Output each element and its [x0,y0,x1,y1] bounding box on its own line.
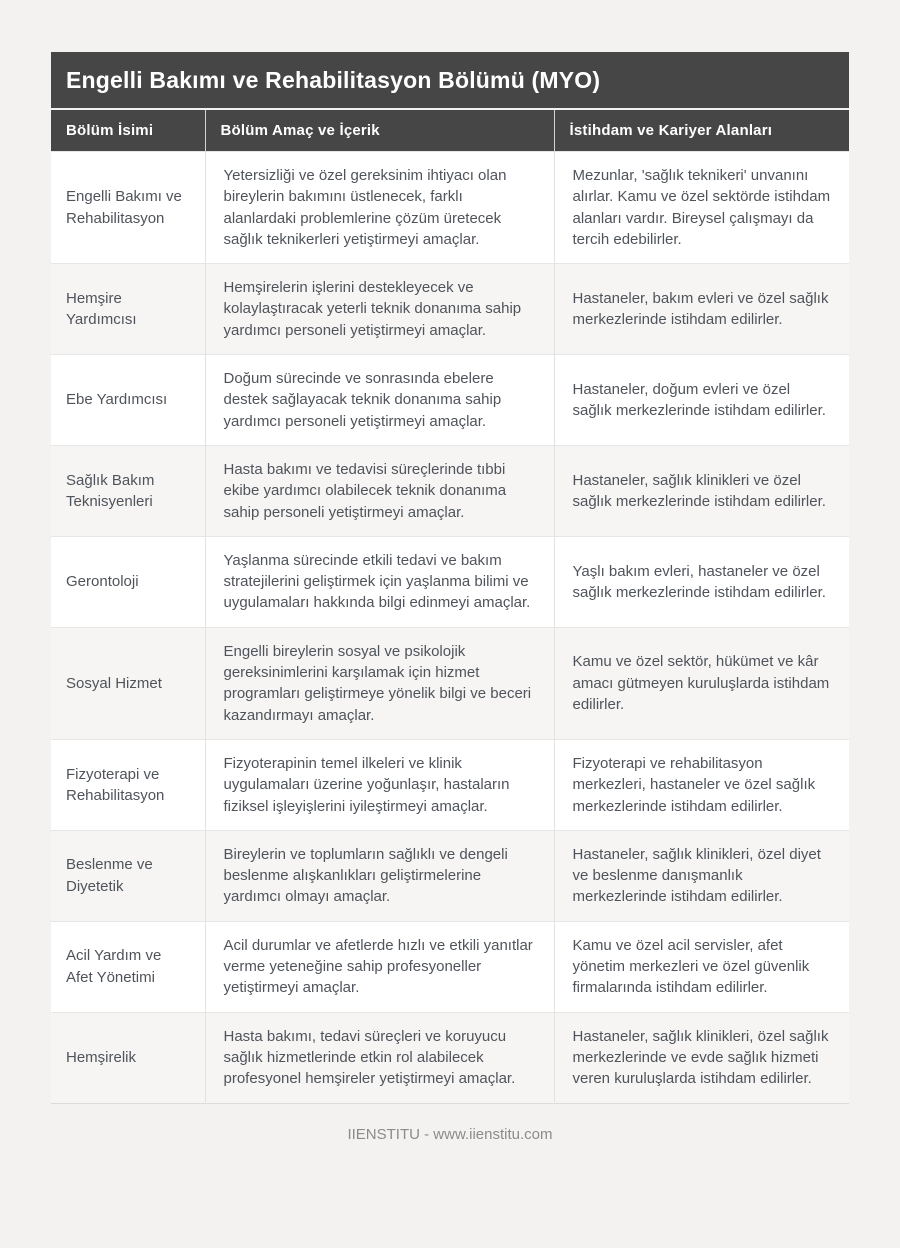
column-header-career: İstihdam ve Kariyer Alanları [554,110,849,152]
department-cell: Beslenme ve Diyetetik [51,830,205,921]
column-header-department: Bölüm İsimi [51,110,205,152]
career-cell: Hastaneler, sağlık klinikleri, özel sağlık merkezlerinde ve evde sağlık hizmeti veren kuruluşlarda istihdam edilirler. [554,1012,849,1103]
column-header-purpose: Bölüm Amaç ve İçerik [205,110,554,152]
department-cell: Sağlık Bakım Teknisyenleri [51,445,205,536]
purpose-cell: Yaşlanma sürecinde etkili tedavi ve bakım stratejilerini geliştirmek için yaşlanma bilimi ve uygulamaları hakkında bilgi edinmeyi amaçlar. [205,536,554,627]
career-cell: Kamu ve özel sektör, hükümet ve kâr amacı gütmeyen kuruluşlarda istihdam edilirler. [554,627,849,739]
table-header-row [51,110,849,152]
purpose-cell: Yetersizliği ve özel gereksinim ihtiyacı olan bireylerin bakımını üstlenecek, farklı alanlardaki problemlerine çözüm üretecek sağlık teknikerleri yetiştirmeyi amaçlar. [205,152,554,264]
table-row [51,1012,849,1103]
career-cell: Hastaneler, doğum evleri ve özel sağlık merkezlerinde istihdam edilirler. [554,355,849,446]
purpose-cell: Hasta bakımı, tedavi süreçleri ve koruyucu sağlık hizmetlerinde etkin rol alabilecek profesyonel hemşireler yetiştirmeyi amaçlar. [205,1012,554,1103]
department-cell: Acil Yardım ve Afet Yönetimi [51,921,205,1012]
table-row [51,264,849,355]
table-header [51,110,849,152]
career-cell: Yaşlı bakım evleri, hastaneler ve özel sağlık merkezlerinde istihdam edilirler. [554,536,849,627]
table-row [51,536,849,627]
table-row [51,152,849,264]
table-row [51,627,849,739]
career-cell: Hastaneler, sağlık klinikleri, özel diyet ve beslenme danışmanlık merkezlerinde istihdam edilirler. [554,830,849,921]
department-cell: Ebe Yardımcısı [51,355,205,446]
table-row [51,921,849,1012]
career-cell: Fizyoterapi ve rehabilitasyon merkezleri, hastaneler ve özel sağlık merkezlerinde istihdam edilirler. [554,739,849,830]
purpose-cell: Engelli bireylerin sosyal ve psikolojik gereksinimlerini karşılamak için hizmet programları geliştirmeye yönelik bilgi ve beceri kazandırmayı amaçlar. [205,627,554,739]
department-cell: Hemşirelik [51,1012,205,1103]
table-row [51,355,849,446]
purpose-cell: Hemşirelerin işlerini destekleyecek ve kolaylaştıracak yeterli teknik donanıma sahip yardımcı personeli yetiştirmeyi amaçlar. [205,264,554,355]
table-body [51,152,849,1104]
table-row [51,739,849,830]
department-cell: Fizyoterapi ve Rehabilitasyon [51,739,205,830]
table-row [51,445,849,536]
department-cell: Hemşire Yardımcısı [51,264,205,355]
career-cell: Hastaneler, bakım evleri ve özel sağlık merkezlerinde istihdam edilirler. [554,264,849,355]
page-title: Engelli Bakımı ve Rehabilitasyon Bölümü (MYO) [51,52,849,110]
department-cell: Engelli Bakımı ve Rehabilitasyon [51,152,205,264]
purpose-cell: Doğum sürecinde ve sonrasında ebelere destek sağlayacak teknik donanıma sahip yardımcı personeli yetiştirmeyi amaçlar. [205,355,554,446]
career-cell: Kamu ve özel acil servisler, afet yönetim merkezleri ve özel güvenlik firmalarında istihdam edilirler. [554,921,849,1012]
table-row [51,830,849,921]
purpose-cell: Bireylerin ve toplumların sağlıklı ve dengeli beslenme alışkanlıkları geliştirmelerine yardımcı olmayı amaçlar. [205,830,554,921]
purpose-cell: Hasta bakımı ve tedavisi süreçlerinde tıbbi ekibe yardımcı olabilecek teknik donanıma sahip personeli yetiştirmeyi amaçlar. [205,445,554,536]
footer-credit: IIENSTITU - www.iienstitu.com [347,1125,553,1143]
department-cell: Gerontoloji [51,536,205,627]
department-cell: Sosyal Hizmet [51,627,205,739]
department-table [51,110,849,1104]
department-table-card [51,52,849,1143]
career-cell: Mezunlar, 'sağlık teknikeri' unvanını alırlar. Kamu ve özel sektörde istihdam alanları vardır. Bireysel çalışmayı da tercih edebilirler. [554,152,849,264]
purpose-cell: Fizyoterapinin temel ilkeleri ve klinik uygulamaları üzerine yoğunlaşır, hastaların fiziksel işleyişlerini iyileştirmeyi amaçlar. [205,739,554,830]
career-cell: Hastaneler, sağlık klinikleri ve özel sağlık merkezlerinde istihdam edilirler. [554,445,849,536]
purpose-cell: Acil durumlar ve afetlerde hızlı ve etkili yanıtlar verme yeteneğine sahip profesyoneller yetiştirmeyi amaçlar. [205,921,554,1012]
